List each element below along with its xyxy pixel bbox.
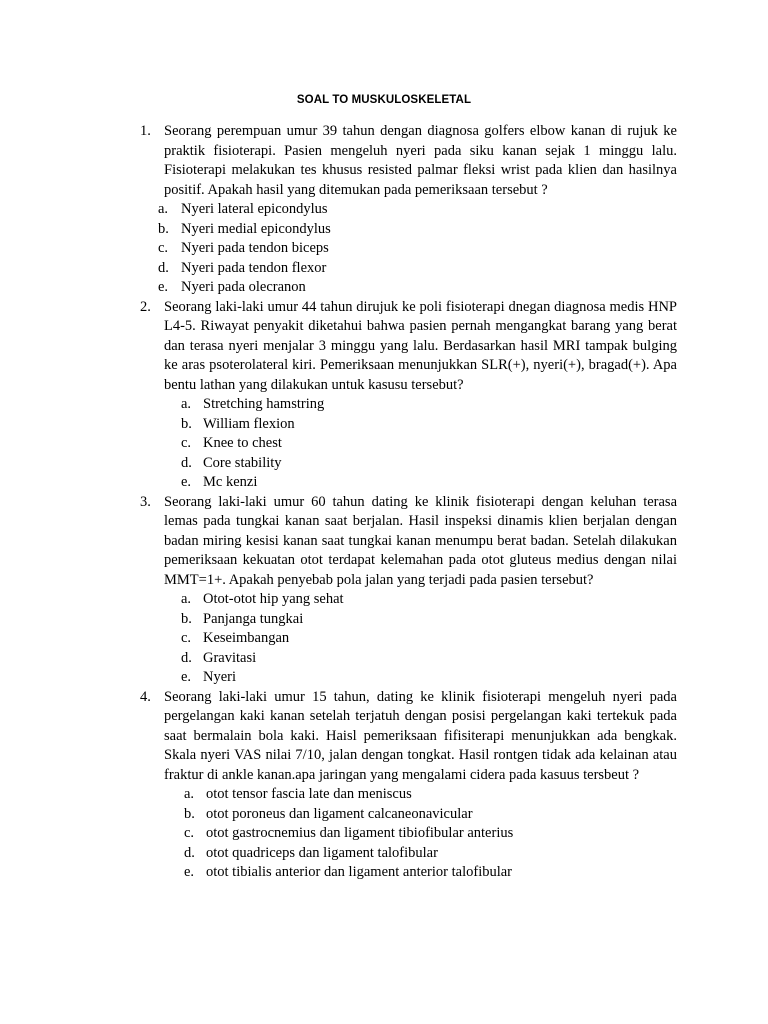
option-text: Nyeri lateral epicondylus [181,201,328,217]
question-4 [140,688,677,883]
answer-options [158,200,677,298]
option-text: Nyeri [203,669,237,685]
answer-option-d [158,259,677,279]
answer-option-c [164,629,677,649]
option-letter: c. [181,630,192,646]
question-number: 2. [140,298,151,315]
answer-option-b [164,805,677,825]
option-letter: e. [184,864,195,880]
option-text: Mc kenzi [203,474,258,490]
answer-option-b [164,610,677,630]
option-letter: a. [184,786,195,802]
answer-option-e [164,473,677,493]
answer-option-d [164,649,677,669]
option-letter: e. [181,474,192,490]
option-letter: b. [181,415,192,432]
answer-option-c [164,434,677,454]
option-letter: e. [158,279,169,295]
option-text: Otot-otot hip yang sehat [203,591,344,607]
option-text: William flexion [203,415,295,432]
option-text: Nyeri pada tendon flexor [181,259,327,276]
answer-option-e [164,668,677,688]
option-letter: a. [158,201,169,217]
option-text: Panjanga tungkai [203,610,304,627]
option-text: otot tensor fascia late dan meniscus [206,786,412,802]
option-letter: a. [181,396,192,412]
option-letter: c. [184,825,195,841]
answer-option-d [164,454,677,474]
option-text: Nyeri medial epicondylus [181,220,331,237]
question-text: Seorang perempuan umur 39 tahun dengan diagnosa golfers elbow kanan di rujuk ke praktik fisioterapi. Pasien mengeluh nyeri pada siku kanan sejak 1 minggu lalu. Fisioterapi melakukan tes khusus resisted palmar fleksi wrist pada klien dan hasilnya positif. Apakah hasil yang ditemukan pada pemeriksaan tersebut ? [164,123,677,198]
question-text: Seorang laki-laki umur 44 tahun dirujuk ke poli fisioterapi dnegan diagnosa medis HNP L4-5. Riwayat penyakit diketahui bahwa pasien pernah mengangkat barang yang berat dan terasa nyeri menjalar 3 minggu yang lalu. Berdasarkan hasil MRI tampak bulging ke aras psoterolateral kiri. Pemeriksaan menunjukkan SLR(+), nyeri(+), bragad(+). Apa bentu lathan yang dilakukan untuk kasusu tersebut? [164,298,677,393]
question-number: 3. [140,493,151,510]
question-number: 1. [140,123,151,139]
question-text: Seorang laki-laki umur 15 tahun, dating ke klinik fisioterapi mengeluh nyeri pada pergelangan kaki kanan setelah terjatuh dengan posisi pergelangan kaki tertekuk pada saat bermalain bola kaki. Haisl pemeriksaan fifisiterapi menunjukkan ada bengkak. Skala nyeri VAS nilai 7/10, jalan dengan tongkat. Hasil rontgen tidak ada kelainan atau fraktur di ankle kanan.apa jaringan yang mengalami cidera pada kasuus tersbeut ? [164,688,677,783]
option-letter: d. [181,649,192,666]
option-text: otot gastrocnemius dan ligament tibiofibular anterius [206,825,514,841]
option-letter: b. [184,805,195,822]
option-letter: d. [184,844,195,861]
option-letter: b. [181,610,192,627]
answer-option-b [158,220,677,240]
document-title: SOAL TO MUSKULOSKELETAL [296,94,472,106]
option-text: Stretching hamstring [203,396,325,412]
answer-option-a [158,200,677,220]
answer-option-a [164,590,677,610]
option-letter: b. [158,220,169,237]
option-text: otot tibialis anterior dan ligament anterior talofibular [206,864,513,880]
answer-option-a [164,395,677,415]
option-letter: c. [158,240,169,256]
answer-option-e [158,278,677,298]
option-text: Keseimbangan [203,630,290,646]
option-text: otot quadriceps dan ligament talofibular [206,844,438,861]
option-text: Knee to chest [203,435,282,451]
question-2 [140,298,677,493]
option-text: Nyeri pada olecranon [181,279,306,295]
question-number: 4. [140,688,151,705]
option-letter: a. [181,591,192,607]
option-letter: d. [181,454,192,471]
option-text: otot poroneus dan ligament calcaneonavicular [206,805,473,822]
answer-option-c [158,239,677,259]
question-list [0,122,768,883]
answer-options [164,785,677,883]
question-text: Seorang laki-laki umur 60 tahun dating ke klinik fisioterapi dengan keluhan terasa lemas pada tungkai kanan saat berjalan. Hasil inspeksi dinamis klien berjalan dengan badan miring kesisi kanan saat tungkai kanan menumpu berat badan. Setelah dilakukan pemeriksaan kekuatan otot terdapat kelemahan pada otot gluteus medius dengan nilai MMT=1+. Apakah penyebab pola jalan yang terjadi pada pasien tersebut? [164,493,677,588]
answer-options [164,590,677,688]
question-1 [140,122,677,298]
option-text: Core stability [203,454,282,471]
answer-option-c [164,824,677,844]
answer-options [164,395,677,493]
option-text: Gravitasi [203,649,257,666]
answer-option-d [164,844,677,864]
option-letter: c. [181,435,192,451]
question-3 [140,493,677,688]
option-text: Nyeri pada tendon biceps [181,240,329,256]
option-letter: d. [158,259,169,276]
answer-option-a [164,785,677,805]
answer-option-b [164,415,677,435]
option-letter: e. [181,669,192,685]
answer-option-e [164,863,677,883]
